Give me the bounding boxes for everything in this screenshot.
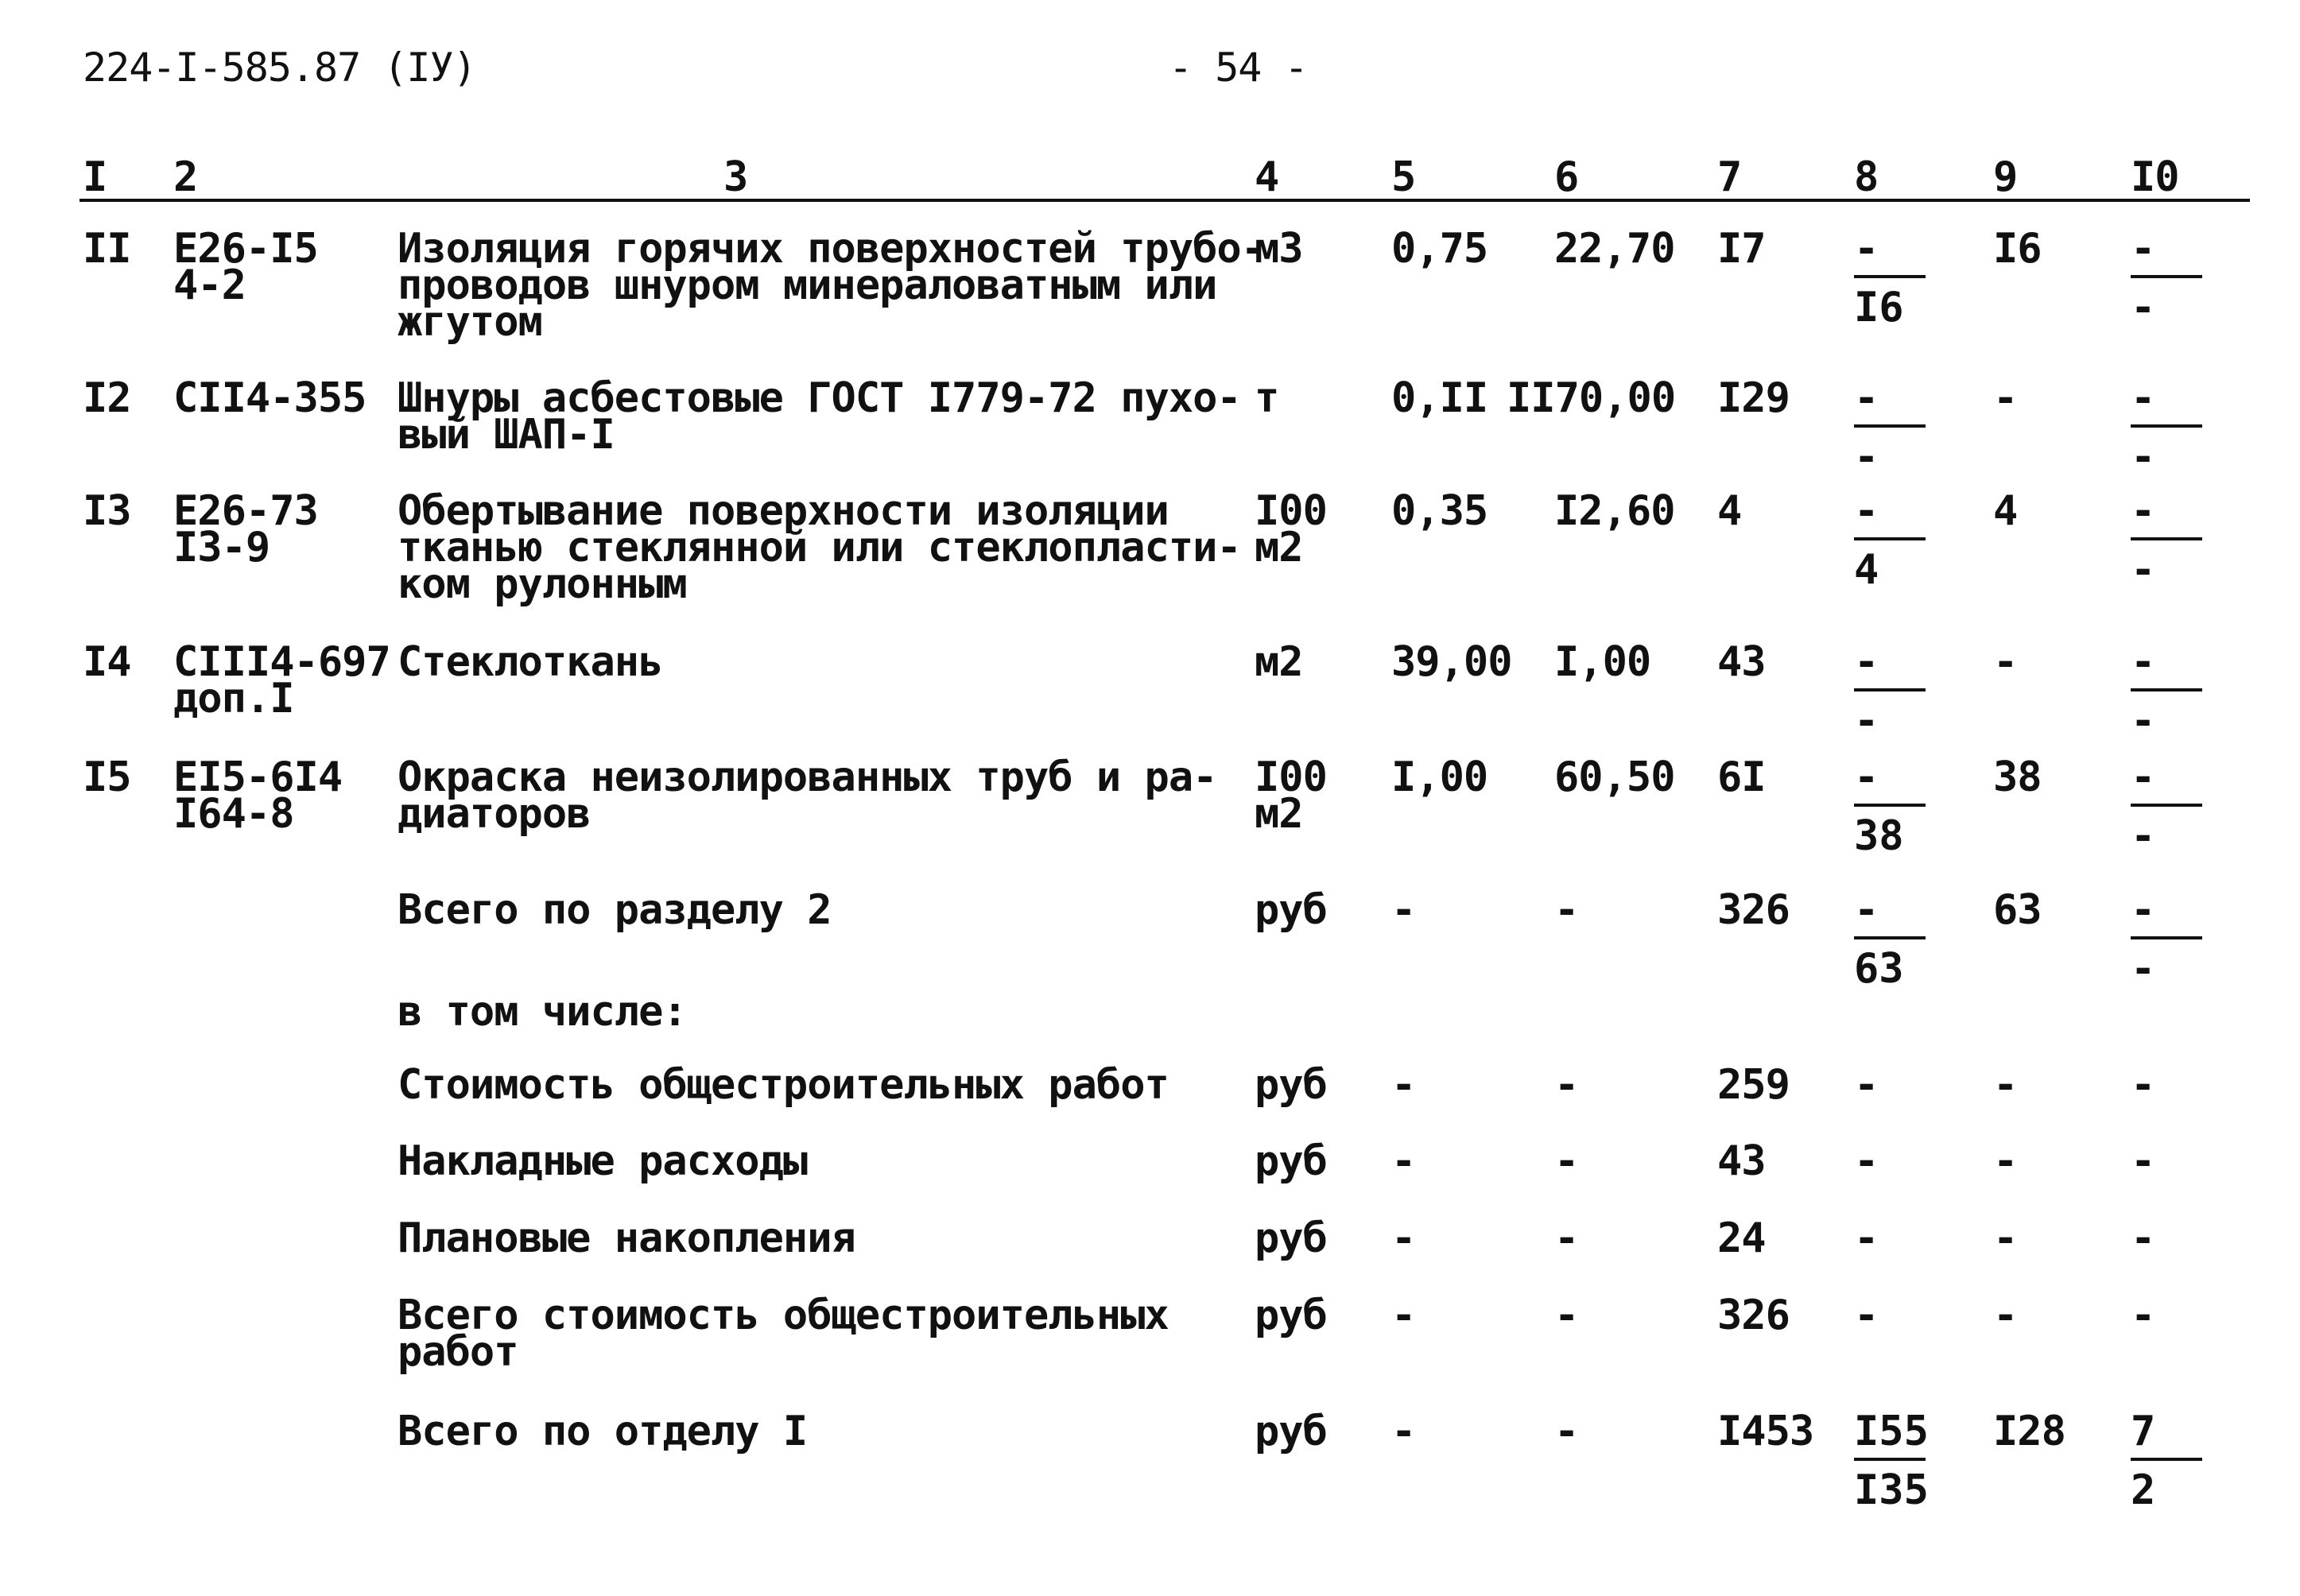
summary-col8: - — [1854, 1061, 1879, 1109]
summary-col10: - — [2131, 1137, 2155, 1185]
row-col10-fraction — [2131, 753, 2202, 860]
summary-col10-fraction-bar — [2131, 936, 2202, 939]
summary-unit: руб — [1255, 886, 1327, 934]
summary-unit: руб — [1255, 1214, 1327, 1262]
row-col10-denominator: - — [2131, 546, 2156, 594]
summary-col10: - — [2131, 1214, 2155, 1262]
row-col6: 22,70 — [1554, 225, 1675, 273]
row-col8-numerator: - — [1854, 638, 1879, 686]
row-code-line: 4-2 — [173, 261, 246, 309]
col-head-4: 4 — [1255, 153, 1279, 201]
row-col8-fraction — [1854, 753, 1926, 860]
row-code-line: доп.I — [173, 675, 294, 722]
summary-col6: - — [1554, 1137, 1579, 1185]
summary-col10-denominator: - — [2131, 945, 2156, 993]
row-col5: 0,35 — [1391, 487, 1488, 535]
summary-col10-fraction-bar — [2131, 1458, 2202, 1461]
summary-col6: - — [1554, 1408, 1579, 1455]
summary-col6: - — [1554, 1061, 1579, 1109]
row-col9: - — [1993, 374, 2018, 422]
summary-unit: руб — [1255, 1292, 1327, 1339]
row-unit-line: I00 — [1255, 753, 1327, 801]
summary-col6: - — [1554, 886, 1579, 934]
row-number: I4 — [83, 638, 131, 686]
row-code-line: CII4-355 — [173, 374, 367, 422]
summary-col8-fraction-bar — [1854, 936, 1926, 939]
col-head-7: 7 — [1717, 153, 1742, 201]
row-col8-denominator: - — [1854, 697, 1879, 745]
row-description-line: Изоляция горячих поверхностей трубо- — [398, 225, 1266, 273]
row-unit-line: м2 — [1255, 638, 1303, 686]
summary-col5: - — [1391, 1137, 1416, 1185]
row-col10-numerator: - — [2131, 638, 2156, 686]
col-head-9: 9 — [1993, 153, 2018, 201]
summary-col8: - — [1854, 1292, 1879, 1339]
row-col7: I7 — [1717, 225, 1766, 273]
summary-col7: I453 — [1717, 1408, 1814, 1455]
row-col8-numerator: - — [1854, 487, 1879, 535]
row-code-line: E26-I5 — [173, 225, 318, 273]
row-col5: 0,II — [1391, 374, 1488, 422]
row-description-line: жгутом — [398, 298, 542, 346]
row-description-line: тканью стеклянной или стеклопласти- — [398, 524, 1241, 571]
summary-description-line: в том числе: — [398, 988, 687, 1036]
row-col5: I,00 — [1391, 753, 1488, 801]
summary-col6: - — [1554, 1214, 1579, 1262]
summary-col10-denominator: 2 — [2131, 1466, 2156, 1514]
row-col8-denominator: 38 — [1854, 812, 1904, 860]
row-col10-fraction — [2131, 374, 2202, 481]
row-col6: II70,00 — [1507, 374, 1676, 422]
row-description-line: ком рулонным — [398, 560, 687, 608]
summary-col7: 326 — [1717, 886, 1790, 934]
summary-col8-numerator: I55 — [1854, 1408, 1929, 1455]
header-rule — [80, 199, 2250, 202]
row-unit-line: м2 — [1255, 524, 1303, 571]
row-col8-fraction-bar — [1854, 688, 1926, 691]
summary-col8: - — [1854, 1214, 1879, 1262]
summary-col7: 259 — [1717, 1061, 1790, 1109]
col-head-8: 8 — [1854, 153, 1879, 201]
row-col6: I,00 — [1554, 638, 1651, 686]
row-col10-numerator: - — [2131, 225, 2156, 273]
summary-description-line: Накладные расходы — [398, 1137, 808, 1185]
row-code-line: EI5-6I4 — [173, 753, 343, 801]
row-col8-denominator: I6 — [1854, 284, 1904, 331]
row-unit-line: I00 — [1255, 487, 1327, 535]
row-col9: - — [1993, 638, 2018, 686]
summary-col8-denominator: I35 — [1854, 1466, 1929, 1514]
summary-description-line: работ — [398, 1328, 518, 1376]
summary-col10-fraction — [2131, 1408, 2202, 1514]
row-description-line: Шнуры асбестовые ГОСТ I779-72 пухо- — [398, 374, 1241, 422]
row-col10-fraction — [2131, 638, 2202, 745]
row-description-line: Стеклоткань — [398, 638, 663, 686]
row-col8-denominator: - — [1854, 433, 1879, 481]
summary-col7: 326 — [1717, 1292, 1790, 1339]
summary-col6: - — [1554, 1292, 1579, 1339]
row-col10-numerator: - — [2131, 487, 2156, 535]
row-col8-fraction-bar — [1854, 804, 1926, 807]
summary-col9: - — [1993, 1214, 2018, 1262]
col-head-2: 2 — [173, 153, 198, 201]
summary-col8-numerator: - — [1854, 886, 1879, 934]
summary-description-line: Всего стоимость общестроительных — [398, 1292, 1169, 1339]
summary-col8-fraction — [1854, 1408, 1929, 1514]
col-head-3: 3 — [723, 153, 748, 201]
row-unit-line: м2 — [1255, 790, 1303, 838]
row-col8-fraction — [1854, 487, 1926, 594]
summary-col5: - — [1391, 1292, 1416, 1339]
summary-unit: руб — [1255, 1137, 1327, 1185]
page-number: - 54 - — [1169, 45, 1308, 91]
row-col10-fraction-bar — [2131, 424, 2202, 428]
row-col9: 4 — [1993, 487, 2018, 535]
summary-col7: 24 — [1717, 1214, 1766, 1262]
summary-col9: I28 — [1993, 1408, 2065, 1455]
summary-description-line: Стоимость общестроительных работ — [398, 1061, 1169, 1109]
row-description-line: Обертывание поверхности изоляции — [398, 487, 1169, 535]
summary-col9: - — [1993, 1292, 2018, 1339]
row-col9: 38 — [1993, 753, 2042, 801]
row-col10-fraction — [2131, 487, 2202, 594]
row-number: I5 — [83, 753, 131, 801]
summary-col10-fraction — [2131, 886, 2202, 993]
row-col10-denominator: - — [2131, 433, 2156, 481]
summary-col5: - — [1391, 1214, 1416, 1262]
row-col10-denominator: - — [2131, 812, 2156, 860]
row-col6: 60,50 — [1554, 753, 1675, 801]
summary-unit: руб — [1255, 1061, 1327, 1109]
summary-col10: - — [2131, 1061, 2155, 1109]
row-col5: 39,00 — [1391, 638, 1512, 686]
row-code-line: I64-8 — [173, 790, 294, 838]
row-col8-fraction — [1854, 225, 1926, 331]
row-col7: 4 — [1717, 487, 1742, 535]
row-col8-numerator: - — [1854, 753, 1879, 801]
row-col5: 0,75 — [1391, 225, 1488, 273]
row-code-line: CIII4-697 — [173, 638, 390, 686]
row-col10-denominator: - — [2131, 697, 2156, 745]
row-col8-denominator: 4 — [1854, 546, 1879, 594]
summary-col7: 43 — [1717, 1137, 1766, 1185]
row-col10-numerator: - — [2131, 374, 2156, 422]
row-col10-fraction-bar — [2131, 537, 2202, 540]
doc-code: 224-I-585.87 (IУ) — [83, 45, 476, 91]
summary-col8-fraction — [1854, 886, 1926, 993]
row-col8-numerator: - — [1854, 225, 1879, 273]
row-col7: 6I — [1717, 753, 1766, 801]
summary-col8-denominator: 63 — [1854, 945, 1904, 993]
col-head-1: I — [83, 153, 107, 201]
row-col8-numerator: - — [1854, 374, 1879, 422]
row-description-line: Окраска неизолированных труб и ра- — [398, 753, 1217, 801]
col-head-10: I0 — [2131, 153, 2179, 201]
summary-unit: руб — [1255, 1408, 1327, 1455]
summary-col5: - — [1391, 1061, 1416, 1109]
row-col7: I29 — [1717, 374, 1790, 422]
row-col10-fraction — [2131, 225, 2202, 331]
row-number: I3 — [83, 487, 131, 535]
summary-col10-numerator: - — [2131, 886, 2156, 934]
row-col8-fraction — [1854, 638, 1926, 745]
row-code-line: I3-9 — [173, 524, 270, 571]
row-number: II — [83, 225, 131, 273]
summary-description-line: Плановые накопления — [398, 1214, 855, 1262]
row-number: I2 — [83, 374, 131, 422]
summary-col9: 63 — [1993, 886, 2042, 934]
summary-col5: - — [1391, 886, 1416, 934]
row-col8-fraction-bar — [1854, 424, 1926, 428]
row-col7: 43 — [1717, 638, 1766, 686]
row-col6: I2,60 — [1554, 487, 1675, 535]
summary-col9: - — [1993, 1137, 2018, 1185]
row-col10-numerator: - — [2131, 753, 2156, 801]
summary-col8-fraction-bar — [1854, 1458, 1926, 1461]
row-unit-line: т — [1255, 374, 1279, 422]
summary-description-line: Всего по разделу 2 — [398, 886, 832, 934]
summary-col9: - — [1993, 1061, 2018, 1109]
col-head-5: 5 — [1391, 153, 1416, 201]
summary-col10-numerator: 7 — [2131, 1408, 2156, 1455]
row-col8-fraction-bar — [1854, 275, 1926, 278]
summary-col5: - — [1391, 1408, 1416, 1455]
row-description-line: проводов шнуром минераловатным или — [398, 261, 1217, 309]
col-head-6: 6 — [1554, 153, 1579, 201]
summary-description-line: Всего по отделу I — [398, 1408, 808, 1455]
row-description-line: вый ШАП-I — [398, 411, 615, 459]
row-col8-fraction — [1854, 374, 1926, 481]
row-col10-fraction-bar — [2131, 688, 2202, 691]
summary-col8: - — [1854, 1137, 1879, 1185]
row-code-line: E26-73 — [173, 487, 318, 535]
row-col10-fraction-bar — [2131, 275, 2202, 278]
summary-col10: - — [2131, 1292, 2155, 1339]
row-description-line: диаторов — [398, 790, 591, 838]
row-col8-fraction-bar — [1854, 537, 1926, 540]
row-unit-line: м3 — [1255, 225, 1303, 273]
row-col10-fraction-bar — [2131, 804, 2202, 807]
row-col10-denominator: - — [2131, 284, 2156, 331]
row-col9: I6 — [1993, 225, 2042, 273]
